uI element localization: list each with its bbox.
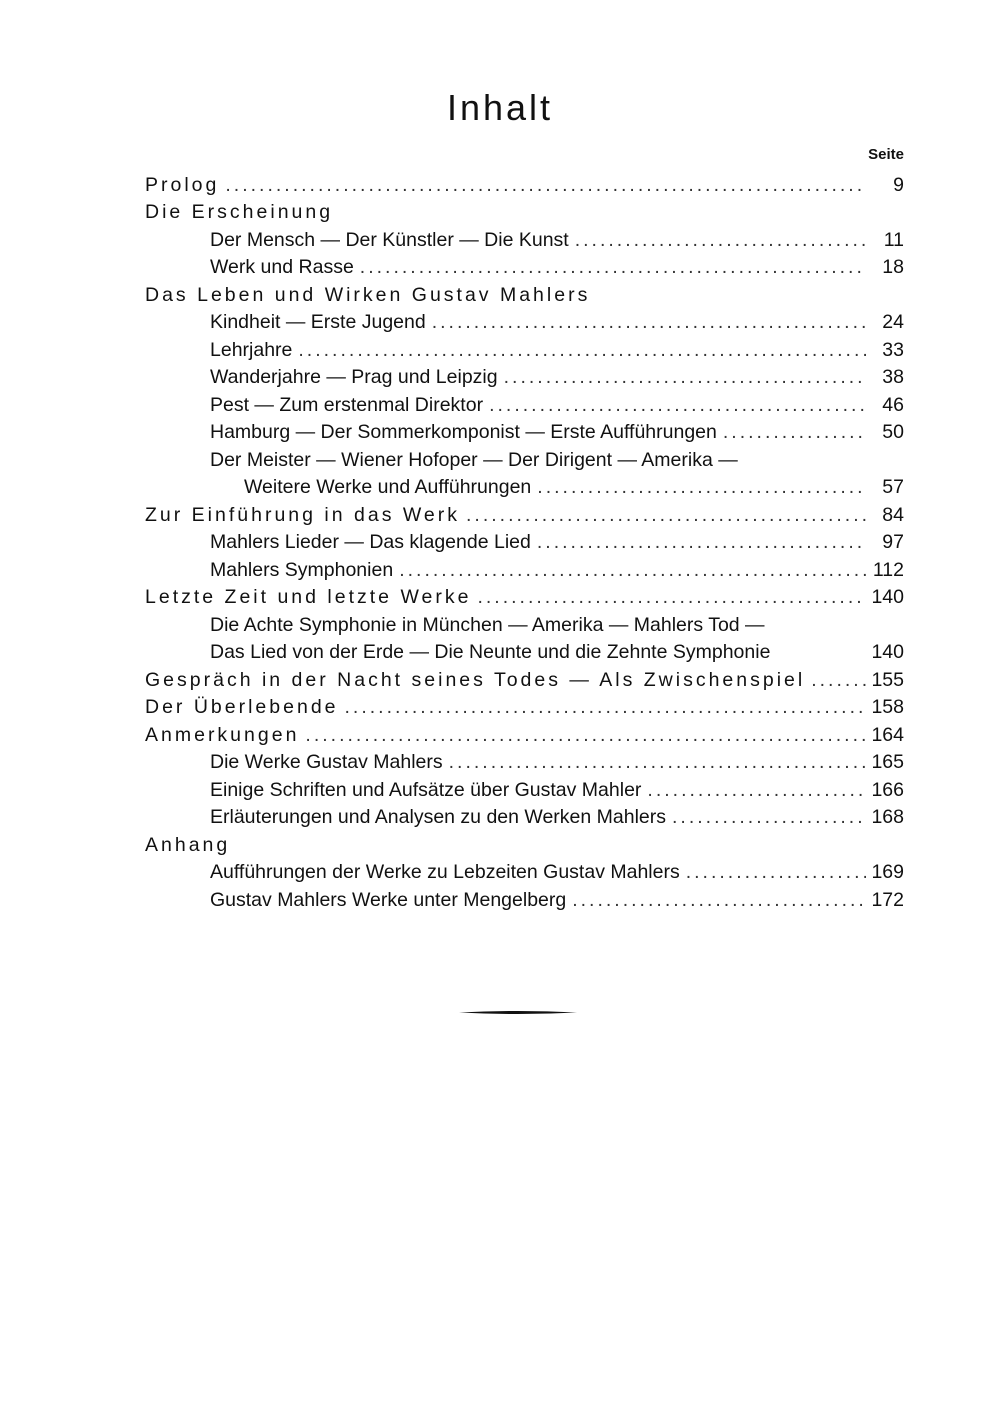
toc-entry [145, 170, 904, 198]
toc-entry-page-number: 46 [882, 393, 904, 416]
toc-entry-title: Mahlers Lieder — Das klagende Lied [210, 531, 531, 553]
toc-entry-page-number: 140 [871, 641, 904, 663]
toc-entry-page-number: 57 [882, 476, 904, 498]
toc-entry [145, 583, 904, 611]
toc-entry-title: Pest — Zum erstenmal Direktor [210, 393, 484, 416]
toc-entry-title: Werk und Rasse [210, 256, 354, 278]
toc-entry-title: Anmerkungen [145, 723, 300, 746]
toc-entry [145, 803, 904, 831]
toc-entry-page-number: 9 [893, 173, 904, 196]
toc-entry-title: Der Meister — Wiener Hofoper — Der Dirigent — Amerika — [210, 448, 738, 471]
dot-leader [305, 722, 866, 748]
toc-entry-title: Die Werke Gustav Mahlers [210, 751, 443, 773]
dot-leader [811, 667, 866, 693]
toc-entry [145, 473, 904, 501]
toc-entry-page-number: 84 [882, 503, 904, 526]
toc-entry-title: Erläuterungen und Analysen zu den Werken Mahlers [210, 806, 667, 828]
toc-entry [145, 445, 904, 473]
toc-entry-page-number: 50 [882, 421, 904, 443]
toc-entry-title: Hamburg — Der Sommerkomponist — Erste Aufführungen [210, 421, 717, 443]
dot-leader [537, 474, 866, 500]
toc-entry-title: Gespräch in der Nacht seines Todes — Als Zwischenspiel [145, 668, 806, 691]
toc-entry-page-number: 97 [882, 531, 904, 553]
dot-leader [466, 502, 866, 528]
toc-entry [145, 363, 904, 391]
toc-entry-title: Anhang [145, 833, 231, 856]
toc-entry [145, 638, 904, 666]
toc-entry [145, 885, 904, 913]
toc-entry-page-number: 155 [871, 668, 904, 691]
dot-leader [298, 337, 866, 363]
toc-entry [145, 610, 904, 638]
toc-entry [145, 390, 904, 418]
dot-leader [432, 309, 866, 335]
toc-entry-page-number: 164 [871, 723, 904, 746]
dot-leader [399, 557, 866, 583]
toc-entry-title: Die Erscheinung [145, 201, 334, 223]
dot-leader [647, 777, 866, 803]
toc-entry-title: Die Achte Symphonie in München — Amerika — Mahlers Tod — [210, 613, 765, 636]
toc-entry-title: Das Leben und Wirken Gustav Mahlers [145, 283, 591, 306]
toc-entry [145, 225, 904, 253]
dot-leader [537, 529, 866, 555]
toc-entry-title: Weitere Werke und Aufführungen [244, 476, 532, 498]
toc-entry [145, 528, 904, 556]
toc-entry-title: Zur Einführung in das Werk [145, 503, 460, 526]
toc-entry [145, 720, 904, 748]
toc-entry-title: Prolog [145, 173, 220, 196]
toc-entry-title: Der Mensch — Der Künstler — Die Kunst [210, 228, 569, 251]
toc-entry-page-number: 38 [882, 366, 904, 388]
toc-entry-title: Mahlers Symphonien [210, 558, 394, 581]
table-of-contents [145, 170, 904, 913]
toc-entry [145, 693, 904, 721]
toc-entry [145, 748, 904, 776]
dot-leader [672, 804, 866, 830]
dot-leader [572, 887, 866, 913]
toc-entry-title: Der Überlebende [145, 696, 339, 718]
toc-entry [145, 418, 904, 446]
toc-entry-page-number: 158 [871, 696, 904, 718]
closing-rule-ornament [459, 1010, 577, 1015]
toc-entry [145, 198, 904, 226]
toc-entry-title: Einige Schriften und Aufsätze über Gustav Mahler [210, 778, 642, 801]
toc-entry-title: Das Lied von der Erde — Die Neunte und die Zehnte Symphonie [210, 641, 771, 663]
dot-leader [477, 584, 866, 610]
page-title: Inhalt [446, 87, 554, 128]
toc-entry-title: Gustav Mahlers Werke unter Mengelberg [210, 888, 567, 911]
dot-leader [225, 172, 866, 198]
toc-entry [145, 280, 904, 308]
toc-entry-title: Kindheit — Erste Jugend [210, 311, 426, 333]
dot-leader [723, 419, 866, 445]
toc-entry [145, 253, 904, 281]
toc-entry-page-number: 166 [871, 778, 904, 801]
toc-entry-title: Wanderjahre — Prag und Leipzig [210, 366, 498, 388]
dot-leader [489, 392, 866, 418]
toc-entry [145, 665, 904, 693]
dot-leader [345, 694, 866, 720]
toc-entry [145, 335, 904, 363]
dot-leader [360, 254, 866, 280]
toc-entry [145, 555, 904, 583]
toc-entry-page-number: 168 [871, 806, 904, 828]
toc-entry-page-number: 169 [871, 861, 904, 883]
toc-entry-page-number: 18 [882, 256, 904, 278]
dot-leader [575, 227, 866, 253]
toc-entry-page-number: 24 [882, 311, 904, 333]
toc-entry-page-number: 165 [871, 751, 904, 773]
toc-entry-page-number: 33 [882, 338, 904, 361]
toc-entry-page-number: 112 [872, 558, 904, 581]
page-column-label: Seite [868, 146, 904, 163]
toc-entry-title: Aufführungen der Werke zu Lebzeiten Gustav Mahlers [210, 861, 680, 883]
dot-leader [686, 859, 866, 885]
dot-leader [449, 749, 866, 775]
toc-entry [145, 775, 904, 803]
dot-leader [504, 364, 866, 390]
toc-entry [145, 500, 904, 528]
toc-entry-page-number: 140 [871, 586, 904, 608]
toc-entry [145, 858, 904, 886]
toc-entry-page-number: 11 [883, 228, 904, 251]
toc-entry-title: Letzte Zeit und letzte Werke [145, 586, 472, 608]
toc-entry [145, 830, 904, 858]
toc-entry-title: Lehrjahre [210, 338, 293, 361]
toc-entry [145, 308, 904, 336]
toc-entry-page-number: 172 [871, 888, 904, 911]
